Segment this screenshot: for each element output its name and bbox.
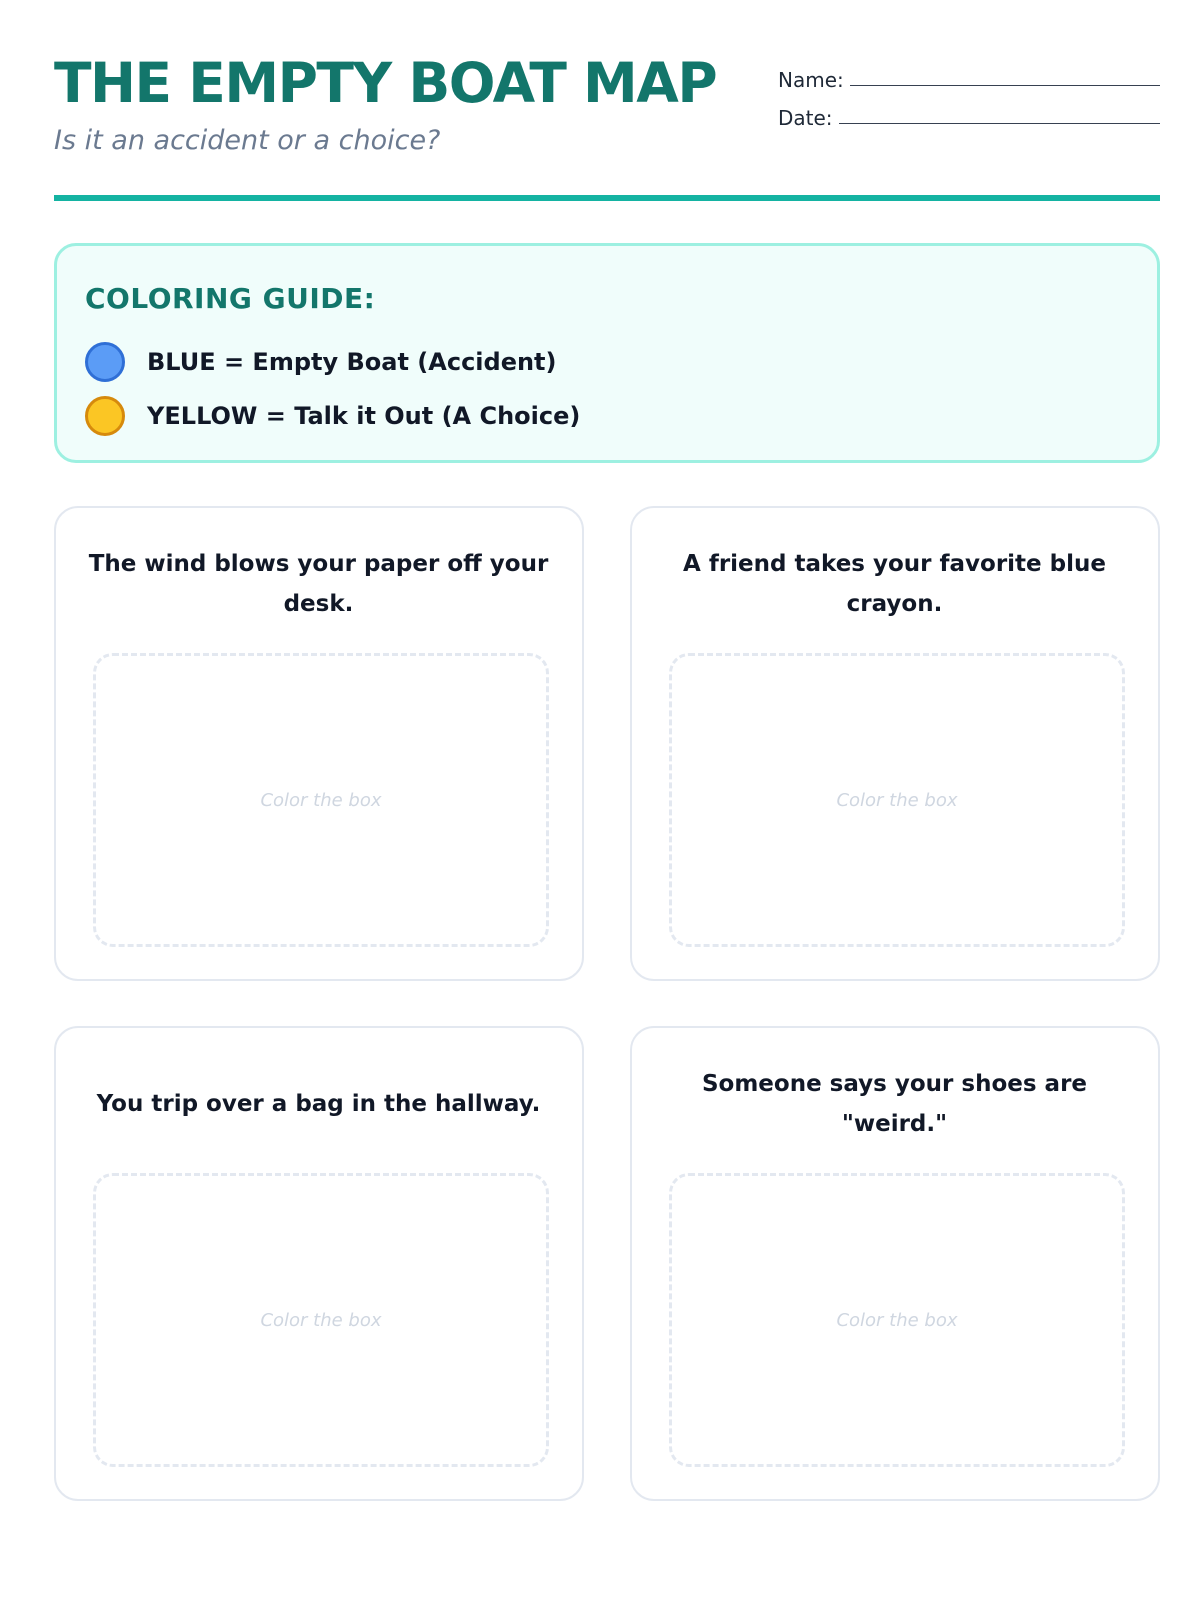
scenario-card <box>630 1026 1160 1501</box>
date-line[interactable] <box>839 123 1160 124</box>
date-field[interactable] <box>778 92 1160 130</box>
scenario-card <box>54 1026 584 1501</box>
scenario-text: You trip over a bag in the hallway. <box>96 1091 541 1117</box>
scenario-text: The wind blows your paper off your desk. <box>88 551 549 617</box>
scenario-text: A friend takes your favorite blue crayon. <box>683 551 1106 617</box>
color-box[interactable] <box>669 653 1125 947</box>
scenario-text: Someone says your shoes are "weird." <box>701 1071 1088 1137</box>
coloring-guide <box>54 243 1160 463</box>
color-box-hint: Color the box <box>836 789 958 811</box>
worksheet-header <box>54 52 1160 202</box>
color-box-hint: Color the box <box>260 1309 382 1331</box>
guide-title: COLORING GUIDE: <box>85 282 376 315</box>
color-box[interactable] <box>93 1173 549 1467</box>
scenario-card <box>54 506 584 981</box>
yellow-swatch-icon <box>85 396 125 436</box>
legend-item-yellow <box>85 395 580 437</box>
date-label: Date: <box>778 106 833 130</box>
page-title: THE EMPTY BOAT MAP <box>54 51 717 115</box>
blue-swatch-icon <box>85 342 125 382</box>
legend-item-blue <box>85 341 557 383</box>
name-label: Name: <box>778 68 844 92</box>
color-box-hint: Color the box <box>260 789 382 811</box>
color-box-hint: Color the box <box>836 1309 958 1331</box>
student-fields <box>778 54 1160 130</box>
legend-label-yellow: YELLOW = Talk it Out (A Choice) <box>147 402 581 430</box>
color-box[interactable] <box>93 653 549 947</box>
scenario-card <box>630 506 1160 981</box>
page-subtitle: Is it an accident or a choice? <box>54 125 441 156</box>
name-field[interactable] <box>778 54 1160 92</box>
header-divider <box>54 195 1160 201</box>
color-box[interactable] <box>669 1173 1125 1467</box>
legend-label-blue: BLUE = Empty Boat (Accident) <box>147 348 557 376</box>
name-line[interactable] <box>850 85 1160 86</box>
